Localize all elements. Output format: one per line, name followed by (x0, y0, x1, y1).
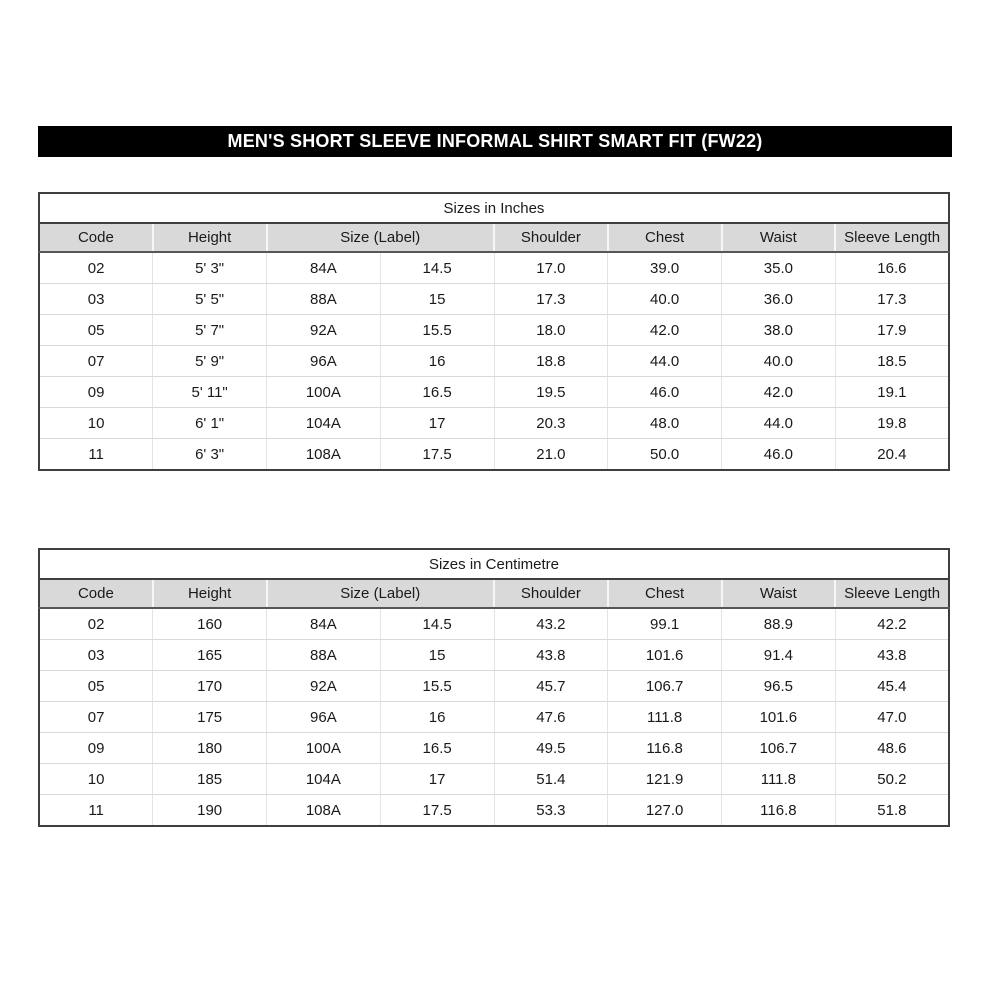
table-cell: 35.0 (722, 252, 836, 284)
sizes-table-centimetre (38, 548, 950, 827)
table-cell: 36.0 (722, 284, 836, 315)
table-cell: 160 (153, 608, 267, 640)
table-cell: 17 (380, 764, 494, 795)
table-cell: 88A (267, 284, 381, 315)
table-cell: 19.1 (835, 377, 949, 408)
table-cell: 108A (267, 439, 381, 471)
table-cell: 99.1 (608, 608, 722, 640)
column-header-waist: Waist (722, 579, 836, 608)
table-cell: 17.5 (380, 795, 494, 827)
table-cell: 42.2 (835, 608, 949, 640)
table-caption-row (39, 193, 949, 223)
table-cell: 116.8 (722, 795, 836, 827)
table-caption: Sizes in Centimetre (39, 549, 949, 579)
table-cell: 19.5 (494, 377, 608, 408)
table-cell: 15 (380, 284, 494, 315)
table-cell: 185 (153, 764, 267, 795)
column-header-sleeve-length: Sleeve Length (835, 223, 949, 252)
table-cell: 44.0 (722, 408, 836, 439)
table-cell: 92A (267, 315, 381, 346)
table-cell: 20.3 (494, 408, 608, 439)
column-header-chest: Chest (608, 579, 722, 608)
table-cell: 17.3 (494, 284, 608, 315)
column-header-height: Height (153, 223, 267, 252)
table-cell: 96A (267, 346, 381, 377)
table-row (39, 640, 949, 671)
table-cell: 50.0 (608, 439, 722, 471)
table-cell: 106.7 (722, 733, 836, 764)
table-cell: 5' 5" (153, 284, 267, 315)
table-row (39, 764, 949, 795)
column-header-height: Height (153, 579, 267, 608)
table-cell: 03 (39, 640, 153, 671)
table-cell: 10 (39, 408, 153, 439)
column-header-sleeve-length: Sleeve Length (835, 579, 949, 608)
table-cell: 05 (39, 315, 153, 346)
table-cell: 17.0 (494, 252, 608, 284)
column-header-code: Code (39, 223, 153, 252)
table-cell: 48.6 (835, 733, 949, 764)
table-cell: 50.2 (835, 764, 949, 795)
table-cell: 190 (153, 795, 267, 827)
table-cell: 6' 1" (153, 408, 267, 439)
table-cell: 116.8 (608, 733, 722, 764)
table-cell: 48.0 (608, 408, 722, 439)
table-cell: 96A (267, 702, 381, 733)
table-cell: 127.0 (608, 795, 722, 827)
table-cell: 09 (39, 733, 153, 764)
table-cell: 92A (267, 671, 381, 702)
table-cell: 42.0 (722, 377, 836, 408)
table-header-row (39, 579, 949, 608)
table-cell: 6' 3" (153, 439, 267, 471)
table-cell: 43.2 (494, 608, 608, 640)
table-cell: 46.0 (608, 377, 722, 408)
table-cell: 03 (39, 284, 153, 315)
table-row (39, 733, 949, 764)
table-cell: 16.5 (380, 733, 494, 764)
table-cell: 88.9 (722, 608, 836, 640)
title-bar (38, 126, 952, 157)
table-cell: 88A (267, 640, 381, 671)
table-cell: 165 (153, 640, 267, 671)
table-cell: 106.7 (608, 671, 722, 702)
table-cell: 10 (39, 764, 153, 795)
table-cell: 44.0 (608, 346, 722, 377)
table-cell: 40.0 (722, 346, 836, 377)
table-cell: 19.8 (835, 408, 949, 439)
table-cell: 100A (267, 377, 381, 408)
table-cell: 180 (153, 733, 267, 764)
table-cell: 17.5 (380, 439, 494, 471)
table-cell: 17.9 (835, 315, 949, 346)
table-cell: 51.4 (494, 764, 608, 795)
table-cell: 05 (39, 671, 153, 702)
table-cell: 09 (39, 377, 153, 408)
table-cell: 111.8 (722, 764, 836, 795)
table-cell: 16 (380, 702, 494, 733)
table-cell: 101.6 (722, 702, 836, 733)
table-caption: Sizes in Inches (39, 193, 949, 223)
table-cell: 20.4 (877, 445, 907, 463)
page-title: MEN'S SHORT SLEEVE INFORMAL SHIRT SMART FIT (FW22) (227, 131, 763, 151)
table-cell: 5' 9" (153, 346, 267, 377)
table-cell: 07 (39, 346, 153, 377)
table-cell: 40.0 (608, 284, 722, 315)
table-cell: 108A (267, 795, 381, 827)
table-row (39, 439, 949, 471)
table-cell: 5' 3" (153, 252, 267, 284)
column-header-chest: Chest (608, 223, 722, 252)
table-row (39, 315, 949, 346)
table-cell: 39.0 (608, 252, 722, 284)
table-cell: 18.0 (494, 315, 608, 346)
table-cell: 84A (267, 252, 381, 284)
table-cell: 18.5 (835, 346, 949, 377)
table-cell: 16.6 (835, 252, 949, 284)
table-cell: 15.5 (380, 315, 494, 346)
column-header-size-label: Size (Label) (267, 579, 495, 608)
table-row (39, 702, 949, 733)
table-cell: 96.5 (722, 671, 836, 702)
column-header-code: Code (39, 579, 153, 608)
table-cell: 45.7 (494, 671, 608, 702)
table-row (39, 252, 949, 284)
table-cell: 07 (39, 702, 153, 733)
table-cell: 16.5 (380, 377, 494, 408)
table-cell: 17.3 (835, 284, 949, 315)
sizes-table-inches (38, 192, 950, 471)
table-cell: 111.8 (608, 702, 722, 733)
table-cell: 49.5 (494, 733, 608, 764)
table-cell: 84A (267, 608, 381, 640)
table-row (39, 408, 949, 439)
table-cell: 14.5 (380, 608, 494, 640)
table-cell: 5' 7" (153, 315, 267, 346)
table-row (39, 608, 949, 640)
table-cell: 53.3 (494, 795, 608, 827)
table-cell: 51.8 (877, 801, 907, 819)
column-header-waist: Waist (722, 223, 836, 252)
table-cell: 21.0 (494, 439, 608, 471)
table-cell: 17 (380, 408, 494, 439)
table-row (39, 795, 949, 827)
table-cell: 02 (39, 608, 153, 640)
table-cell: 16 (380, 346, 494, 377)
table-cell: 101.6 (608, 640, 722, 671)
table-cell: 170 (153, 671, 267, 702)
table-header-row (39, 223, 949, 252)
table-caption-row (39, 549, 949, 579)
table-cell: 11 (39, 795, 153, 827)
table-cell: 43.8 (835, 640, 949, 671)
table-row (39, 284, 949, 315)
table-cell: 100A (267, 733, 381, 764)
table-cell: 15 (380, 640, 494, 671)
table-cell: 47.0 (835, 702, 949, 733)
table-cell: 11 (39, 439, 153, 471)
table-cell: 91.4 (722, 640, 836, 671)
table-cell: 104A (267, 408, 381, 439)
column-header-size-label: Size (Label) (267, 223, 495, 252)
table-row (39, 346, 949, 377)
table-cell: 15.5 (380, 671, 494, 702)
table-cell: 43.8 (494, 640, 608, 671)
table-cell: 121.9 (608, 764, 722, 795)
table-cell: 42.0 (608, 315, 722, 346)
table-cell: 38.0 (722, 315, 836, 346)
table-cell: 175 (153, 702, 267, 733)
table-cell: 02 (39, 252, 153, 284)
table-cell: 46.0 (722, 439, 836, 471)
table-cell: 104A (267, 764, 381, 795)
column-header-shoulder: Shoulder (494, 223, 608, 252)
table-cell: 18.8 (494, 346, 608, 377)
table-cell: 45.4 (835, 671, 949, 702)
table-cell: 47.6 (494, 702, 608, 733)
table-cell: 5' 11" (153, 377, 267, 408)
table-cell: 14.5 (380, 252, 494, 284)
column-header-shoulder: Shoulder (494, 579, 608, 608)
table-row (39, 377, 949, 408)
table-row (39, 671, 949, 702)
